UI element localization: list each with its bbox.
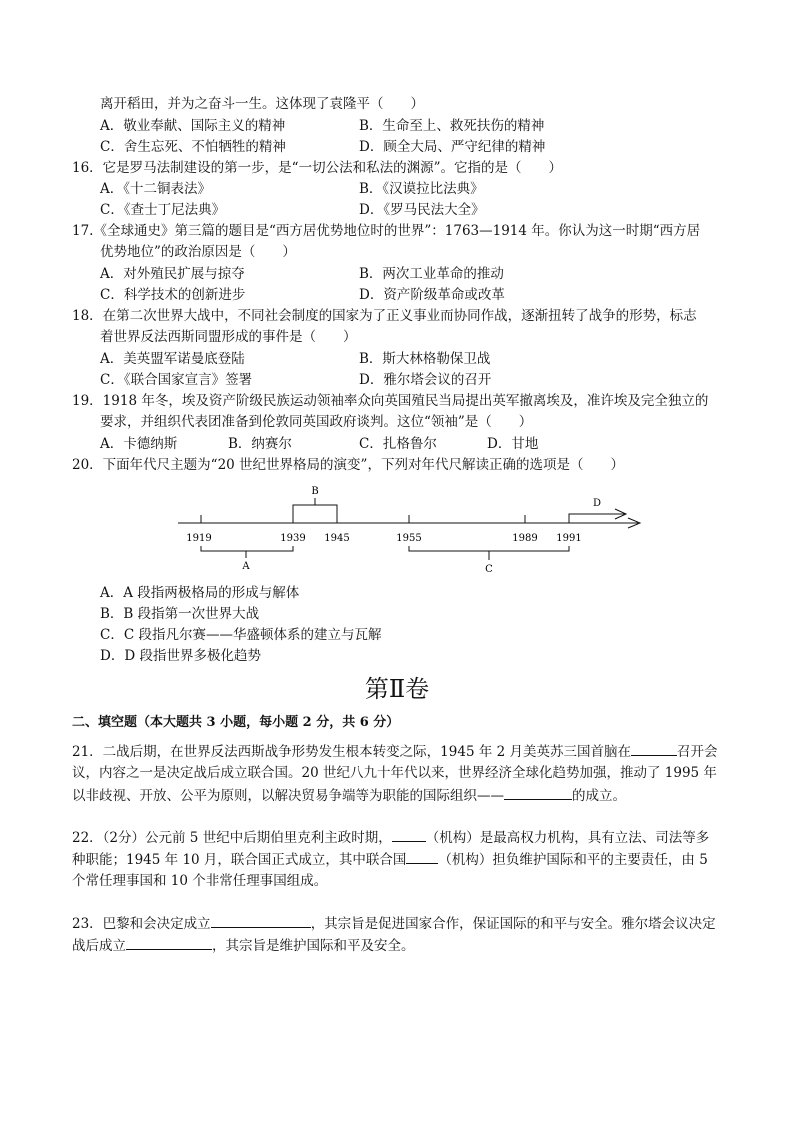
q22-text-2a: 种职能；1945 年 10 月，联合国正式成立，其中联合国 bbox=[72, 852, 407, 868]
q16-stem: 16．它是罗马法制建设的第一步，是“一切公法和私法的渊源”。它指的是（ ） bbox=[72, 160, 562, 176]
q20-stem: 20．下面年代尺主题为“20 世纪世界格局的演变”，下列对年代尺解读正确的选项是（ ） bbox=[72, 457, 624, 473]
label-c: C bbox=[485, 564, 493, 575]
q21-blank-2[interactable] bbox=[504, 785, 572, 800]
q15-option-b: B．生命至上、救死扶伤的精神 bbox=[359, 118, 545, 134]
section-heading-fill-in: 二、填空题（本大题共 3 小题，每小题 2 分，共 6 分） bbox=[72, 715, 400, 730]
q22-blank-1[interactable] bbox=[392, 827, 426, 842]
q22-blank-2[interactable] bbox=[406, 849, 438, 864]
bracket-a bbox=[201, 546, 293, 551]
q21-line1 bbox=[72, 741, 718, 763]
q19-stem-line1: 19．1918 年冬，埃及资产阶级民族运动领袖率众向英国殖民当局提出英军撤离埃及，准许埃及完全独立的 bbox=[72, 393, 709, 409]
year-label-1991: 1991 bbox=[556, 533, 582, 544]
q15-stem-continuation: 离开稻田，并为之奋斗一生。这体现了袁隆平（ ） bbox=[100, 96, 424, 112]
q21-blank-1[interactable] bbox=[631, 741, 677, 756]
q23-text-1a: 23．巴黎和会决定成立 bbox=[72, 916, 211, 932]
q18-option-d: D．雅尔塔会议的召开 bbox=[359, 372, 492, 388]
bracket-b bbox=[293, 505, 337, 515]
q22-text-2b: （机构）担负维护国际和平的主要责任，由 5 bbox=[438, 852, 708, 868]
q19-option-a: A．卡德纳斯 bbox=[100, 436, 178, 452]
q22-line2 bbox=[72, 849, 708, 871]
q17-stem-line1: 17.《全球通史》第三篇的题目是“西方居优势地位时的世界”：1763—1914 年。你认为这一时期“西方居 bbox=[72, 223, 701, 239]
q17-option-b: B．两次工业革命的推动 bbox=[359, 266, 504, 282]
timeline-diagram bbox=[0, 478, 794, 578]
q16-option-d: D．《罗马民法大全》 bbox=[359, 202, 485, 218]
q20-option-c: C．C 段指凡尔赛——华盛顿体系的建立与瓦解 bbox=[100, 627, 382, 643]
label-a: A bbox=[242, 561, 250, 572]
q19-stem-line2: 要求，并组织代表团准备到伦敦同英国政府谈判。这位“领袖”是（ ） bbox=[100, 414, 533, 430]
q17-option-d: D．资产阶级革命或改革 bbox=[359, 287, 505, 303]
q18-option-a: A．美英盟军诺曼底登陆 bbox=[100, 351, 245, 367]
q15-option-c: C．舍生忘死、不怕牺牲的精神 bbox=[100, 139, 286, 155]
q15-option-d: D．顾全大局、严守纪律的精神 bbox=[359, 139, 546, 155]
q18-option-c: C．《联合国家宣言》签署 bbox=[100, 372, 253, 388]
q19-option-c: C．扎格鲁尔 bbox=[359, 436, 437, 452]
q23-line2 bbox=[72, 935, 415, 957]
year-label-1919: 1919 bbox=[186, 533, 212, 544]
q21-text-1b: 召开会 bbox=[677, 744, 718, 760]
q16-option-b: B．《汉谟拉比法典》 bbox=[359, 181, 484, 197]
q17-stem-line2: 优势地位”的政治原因是（ ） bbox=[100, 244, 296, 260]
q20-option-b: B．B 段指第一次世界大战 bbox=[100, 606, 260, 622]
q19-option-d: D．甘地 bbox=[487, 436, 539, 452]
q16-option-a: A．《十二铜表法》 bbox=[100, 181, 211, 197]
q18-stem-line1: 18．在第二次世界大战中，不同社会制度的国家为了正义事业而协同作战，逐渐扭转了战争的形势，标志 bbox=[72, 308, 697, 324]
q21-text-3a: 以非歧视、开放、公平为原则，以解决贸易争端等为职能的国际组织—— bbox=[72, 788, 504, 804]
q22-line1 bbox=[72, 827, 709, 849]
q23-text-1b: ，其宗旨是促进国家合作，保证国际的和平与安全。雅尔塔会议决定 bbox=[310, 916, 716, 932]
q22-text-1b: （机构）是最高权力机构，具有立法、司法等多 bbox=[425, 830, 710, 846]
bracket-c bbox=[409, 546, 569, 551]
q15-option-a: A．敬业奉献、国际主义的精神 bbox=[100, 118, 286, 134]
label-b: B bbox=[311, 486, 319, 497]
q17-option-c: C．科学技术的创新进步 bbox=[100, 287, 246, 303]
q18-option-b: B．斯大林格勒保卫战 bbox=[359, 351, 491, 367]
year-label-1989: 1989 bbox=[512, 533, 538, 544]
q23-text-2b: ，其宗旨是维护国际和平及安全。 bbox=[212, 938, 415, 954]
q21-line2: 议，内容之一是决定战后成立联合国。20 世纪八九十年代以来，世界经济全球化趋势加强，推动了 1995 年 bbox=[72, 765, 717, 781]
q21-line3 bbox=[72, 785, 626, 807]
q16-option-c: C．《查士丁尼法典》 bbox=[100, 202, 226, 218]
q21-text-1a: 21．二战后期，在世界反法西斯战争形势发生根本转变之际，1945 年 2 月美英苏三国首脑在 bbox=[72, 744, 631, 760]
q21-text-3b: 的成立。 bbox=[572, 788, 626, 804]
q22-text-1a: 22．（2分）公元前 5 世纪中后期伯里克利主政时期， bbox=[72, 830, 392, 846]
q19-option-b: B．纳赛尔 bbox=[228, 436, 292, 452]
year-label-1939: 1939 bbox=[280, 533, 306, 544]
q17-option-a: A．对外殖民扩展与掠夺 bbox=[100, 266, 245, 282]
volume-title: 第Ⅱ卷 bbox=[364, 675, 430, 703]
q18-stem-line2: 着世界反法西斯同盟形成的事件是（ ） bbox=[100, 329, 357, 345]
q23-blank-1[interactable] bbox=[211, 913, 311, 928]
label-d: D bbox=[592, 498, 602, 509]
q23-text-2a: 战后成立 bbox=[72, 938, 126, 954]
q20-option-d: D．D 段指世界多极化趋势 bbox=[100, 648, 261, 664]
q22-line3: 个常任理事国和 10 个非常任理事国组成。 bbox=[72, 873, 328, 889]
year-label-1955: 1955 bbox=[396, 533, 422, 544]
q20-option-a: A．A 段指两极格局的形成与解体 bbox=[100, 585, 300, 601]
q23-line1 bbox=[72, 913, 716, 935]
year-label-1945: 1945 bbox=[324, 533, 350, 544]
q23-blank-2[interactable] bbox=[126, 935, 212, 950]
